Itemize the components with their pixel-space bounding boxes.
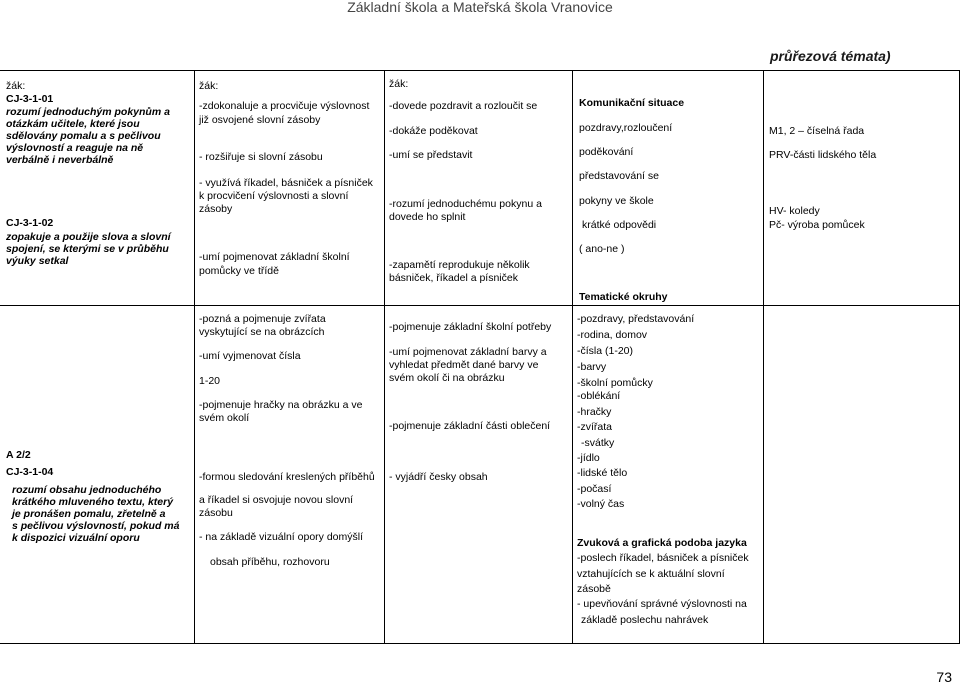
sound-graphic-item: zásobě — [577, 583, 611, 595]
thematic-item: -školní pomůcky — [577, 377, 653, 389]
school-outcome-11: - na základě vizuální opory domýšlí — [199, 531, 363, 543]
skill-7-line-1: -umí pojmenovat základní barvy a — [389, 346, 547, 358]
school-outcome-8-line-2: svém okolí — [199, 412, 250, 424]
skill-5-line-1: -zapamětí reprodukuje několik — [389, 259, 530, 271]
thematic-item: -volný čas — [577, 498, 625, 510]
school-outcome-3-line-3: zásoby — [199, 203, 233, 215]
communication-item: představování se — [579, 170, 659, 182]
communication-item: ( ano-ne ) — [579, 243, 625, 255]
school-header: Základní škola a Mateřská škola Vranovice — [347, 0, 613, 15]
skill-4-line-2: dovede ho splnit — [389, 211, 466, 223]
thematic-item: -lidské tělo — [577, 467, 628, 479]
outcome-text-2-line-2: spojení, se kterými se v průběhu — [6, 243, 169, 255]
outcome-text-3-line-1: rozumí obsahu jednoduchého — [12, 484, 162, 496]
skill-6: -pojmenuje základní školní potřeby — [389, 321, 552, 333]
school-outcome-10-line-1: a říkadel si osvojuje novou slovní — [199, 494, 354, 506]
crosscut-item: M1, 2 – číselná řada — [769, 125, 865, 137]
pupil-label: žák: — [199, 80, 219, 92]
thematic-item: -jídlo — [577, 452, 600, 464]
thematic-item: -barvy — [577, 361, 607, 373]
sound-graphic-item: -poslech říkadel, básniček a písniček — [577, 552, 749, 564]
page-number: 73 — [936, 669, 952, 685]
school-outcome-8-line-1: -pojmenuje hračky na obrázku a ve — [199, 399, 363, 411]
outcome-text-3-line-4: s pečlivou výslovností, pokud má — [12, 520, 180, 532]
school-outcome-5-line-1: -pozná a pojmenuje zvířata — [199, 313, 326, 325]
school-outcome-7: 1-20 — [199, 375, 221, 387]
grade-label: A 2/2 — [6, 449, 31, 461]
outcome-text-1-line-5: verbálně i neverbálně — [6, 154, 114, 166]
skill-5-line-2: básniček, říkadel a písniček — [389, 272, 518, 284]
col-divider-4 — [763, 70, 764, 643]
crosscut-item: HV- koledy — [769, 205, 820, 217]
skill-2: -dokáže poděkovat — [389, 125, 478, 137]
thematic-item: -počasí — [577, 483, 612, 495]
sound-graphic-heading: Zvuková a grafická podoba jazyka — [577, 537, 747, 549]
school-outcome-12: obsah příběhu, rozhovoru — [210, 556, 330, 568]
school-outcome-10-line-2: zásobu — [199, 507, 233, 519]
crosscut-item: PRV-části lidského těla — [769, 149, 877, 161]
outcome-text-2-line-3: výuky setkal — [6, 255, 69, 267]
outcome-text-3-line-3: je pronášen pomalu, zřetelně a — [12, 508, 166, 520]
skill-3: -umí se představit — [389, 149, 473, 161]
crosscut-topics-title: průřezová témata) — [770, 48, 891, 64]
thematic-item: -hračky — [577, 406, 612, 418]
skill-8: -pojmenuje základní části oblečení — [389, 420, 551, 432]
outcome-text-1-line-4: výslovností a reaguje na ně — [6, 142, 144, 154]
outcome-text-3-line-2: krátkého mluveného textu, který — [12, 496, 174, 508]
outcome-text-3-line-5: k dispozici vizuální oporu — [12, 532, 140, 544]
skill-7-line-2: vyhledat předmět dané barvy ve — [389, 359, 539, 371]
school-outcome-3-line-1: - využívá říkadel, básniček a písniček — [199, 177, 373, 189]
table-bottom-border — [0, 643, 960, 644]
pupil-label: žák: — [6, 80, 26, 92]
thematic-item: -rodina, domov — [577, 329, 648, 341]
communication-item: pokyny ve škole — [579, 195, 654, 207]
sound-graphic-item: vztahujících se k aktuální slovní — [577, 568, 725, 580]
col-divider-2 — [384, 70, 385, 643]
thematic-item: -zvířata — [577, 421, 613, 433]
thematic-item: -oblékání — [577, 390, 621, 402]
communication-item: krátké odpovědi — [582, 219, 657, 231]
thematic-item: -pozdravy, představování — [577, 313, 695, 325]
skill-7-line-3: svém okolí či na obrázku — [389, 372, 505, 384]
sound-graphic-item: základě poslechu nahrávek — [581, 614, 709, 626]
outcome-text-1-line-2: otázkám učitele, které jsou — [6, 118, 140, 130]
thematic-item: -svátky — [581, 437, 615, 449]
school-outcome-5-line-2: vyskytující se na obrázcích — [199, 326, 325, 338]
outcome-code-1: CJ-3-1-01 — [6, 93, 54, 105]
school-outcome-4-line-2: pomůcky ve třídě — [199, 265, 279, 277]
col-divider-3 — [572, 70, 573, 643]
pupil-label: žák: — [389, 78, 409, 90]
skill-1: -dovede pozdravit a rozloučit se — [389, 100, 538, 112]
row-divider — [0, 305, 960, 306]
skill-4-line-1: -rozumí jednoduchému pokynu a — [389, 198, 542, 210]
communication-item: pozdravy,rozloučení — [579, 122, 673, 134]
sound-graphic-item: - upevňování správné výslovnosti na — [577, 598, 747, 610]
school-outcome-2: - rozšiřuje si slovní zásobu — [199, 151, 323, 163]
col-divider-1 — [194, 70, 195, 643]
outcome-text-1-line-1: rozumí jednoduchým pokynům a — [6, 106, 170, 118]
communication-item: poděkování — [579, 146, 634, 158]
crosscut-item: Pč- výroba pomůcek — [769, 219, 865, 231]
school-outcome-9: -formou sledování kreslených příběhů — [199, 471, 375, 483]
school-outcome-4-line-1: -umí pojmenovat základní školní — [199, 251, 350, 263]
communication-situations-heading: Komunikační situace — [579, 97, 685, 109]
skill-9: - vyjádří česky obsah — [389, 471, 488, 483]
table-top-border — [0, 70, 960, 71]
outcome-text-1-line-3: sdělovány pomalu a s pečlivou — [6, 130, 161, 142]
school-outcome-1-line-2: již osvojené slovní zásoby — [199, 114, 321, 126]
outcome-text-2-line-1: zopakuje a použije slova a slovní — [6, 231, 171, 243]
outcome-code-3: CJ-3-1-04 — [6, 466, 54, 478]
school-outcome-3-line-2: k procvičení výslovnosti a slovní — [199, 190, 349, 202]
thematic-item: -čísla (1-20) — [577, 345, 634, 357]
thematic-areas-heading: Tematické okruhy — [579, 291, 668, 303]
school-outcome-1-line-1: -zdokonaluje a procvičuje výslovnost — [199, 100, 370, 112]
school-outcome-6: -umí vyjmenovat čísla — [199, 350, 301, 362]
outcome-code-2: CJ-3-1-02 — [6, 217, 54, 229]
